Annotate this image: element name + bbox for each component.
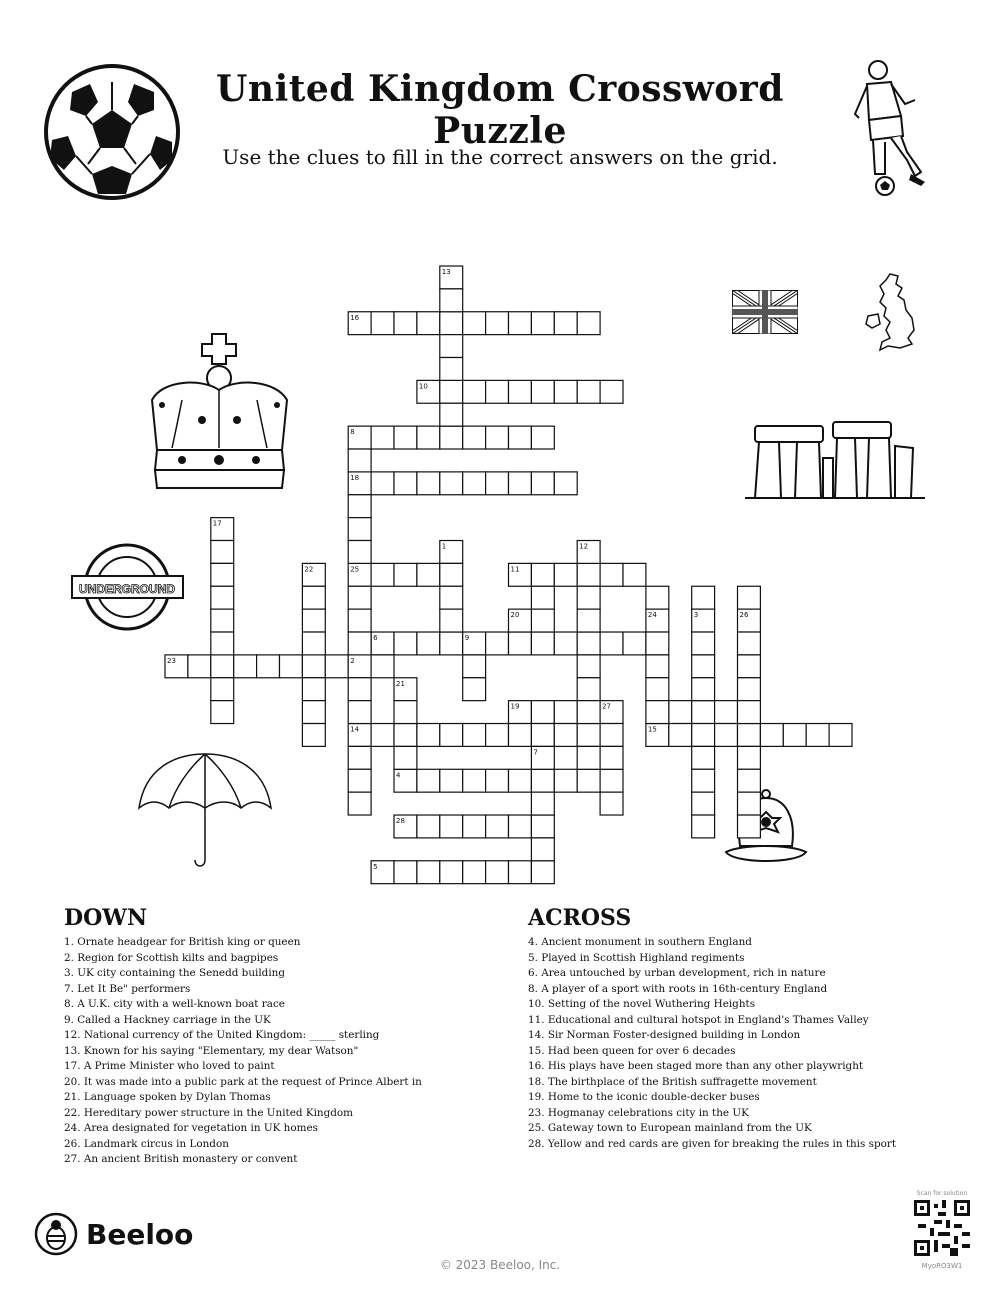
grid-cell[interactable] [348,724,371,747]
grid-cell[interactable] [509,472,532,495]
grid-cell[interactable] [463,632,486,655]
across-heading: ACROSS [528,905,632,931]
grid-cell[interactable] [623,632,646,655]
grid-cell[interactable] [211,632,234,655]
grid-cell[interactable] [600,632,623,655]
grid-cell[interactable] [417,724,440,747]
grid-cell[interactable] [234,655,257,678]
grid-clue-number: 14 [350,725,360,734]
grid-cell[interactable] [302,586,325,609]
grid-cell[interactable] [509,380,532,403]
grid-cell[interactable] [692,655,715,678]
page-subtitle: Use the clues to fill in the correct answers on the grid. [222,145,778,169]
grid-cell[interactable] [394,632,417,655]
grid-clue-number: 24 [647,611,657,620]
grid-cell[interactable] [486,769,509,792]
crown-icon [142,330,297,495]
beeloo-logo[interactable] [34,1212,193,1256]
grid-clue-number: 10 [418,382,428,391]
grid-cell[interactable] [486,426,509,449]
grid-cell[interactable] [440,586,463,609]
grid-cell[interactable] [371,724,394,747]
soccer-ball-icon [42,62,182,202]
umbrella-icon [135,748,275,873]
grid-cell[interactable] [371,312,394,335]
grid-clue-number: 19 [510,702,520,711]
grid-cell[interactable] [486,380,509,403]
grid-cell[interactable] [509,701,532,724]
grid-cell[interactable] [554,701,577,724]
grid-cell[interactable] [440,861,463,884]
grid-cell[interactable] [280,655,303,678]
grid-cell[interactable] [440,380,463,403]
down-clue: 21. Language spoken by Dylan Thomas [64,1091,271,1103]
grid-cell[interactable] [692,632,715,655]
grid-cell[interactable] [417,380,440,403]
across-clue: 19. Home to the iconic double-decker buses [528,1091,760,1103]
grid-cell[interactable] [348,449,371,472]
grid-cell[interactable] [646,724,669,747]
grid-cell[interactable] [348,472,371,495]
grid-cell[interactable] [600,746,623,769]
grid-cell[interactable] [348,586,371,609]
grid-clue-number: 27 [602,702,612,711]
down-clue: 2. Region for Scottish kilts and bagpipes [64,951,279,964]
grid-cell[interactable] [486,724,509,747]
grid-cell[interactable] [646,609,669,632]
across-clue: 25. Gateway town to European mainland from the UK [528,1122,812,1134]
grid-cell[interactable] [417,563,440,586]
grid-cell[interactable] [509,724,532,747]
grid-cell[interactable] [394,678,417,701]
uk-map-icon [860,270,920,355]
grid-cell[interactable] [738,815,761,838]
grid-cell[interactable] [531,586,554,609]
grid-cell[interactable] [440,312,463,335]
grid-cell[interactable] [531,861,554,884]
grid-cell[interactable] [211,701,234,724]
down-heading: DOWN [64,905,148,931]
grid-cell[interactable] [211,563,234,586]
grid-cell[interactable] [600,380,623,403]
grid-cell[interactable] [760,724,783,747]
across-clue: 5. Played in Scottish Highland regiments [528,951,745,964]
grid-cell[interactable] [509,312,532,335]
grid-cell[interactable] [623,563,646,586]
grid-cell[interactable] [692,746,715,769]
grid-cell[interactable] [531,815,554,838]
grid-cell[interactable] [440,335,463,358]
grid-cell[interactable] [577,701,600,724]
grid-cell[interactable] [440,358,463,381]
grid-cell[interactable] [463,724,486,747]
grid-cell[interactable] [738,655,761,678]
grid-cell[interactable] [531,609,554,632]
grid-cell[interactable] [440,609,463,632]
grid-clue-number: 22 [304,565,314,574]
grid-cell[interactable] [440,563,463,586]
grid-cell[interactable] [531,426,554,449]
grid-cell[interactable] [738,701,761,724]
grid-cell[interactable] [440,724,463,747]
across-clue: 10. Setting of the novel Wuthering Heights [528,998,756,1010]
grid-cell[interactable] [371,563,394,586]
grid-cell[interactable] [165,655,188,678]
grid-cell[interactable] [440,472,463,495]
grid-cell[interactable] [417,426,440,449]
grid-cell[interactable] [509,632,532,655]
grid-cell[interactable] [440,266,463,289]
grid-cell[interactable] [531,746,554,769]
grid-cell[interactable] [531,312,554,335]
grid-cell[interactable] [646,655,669,678]
grid-clue-number: 1 [441,542,447,551]
underground-label: UNDERGROUND [79,582,175,596]
grid-cell[interactable] [600,792,623,815]
grid-cell[interactable] [577,769,600,792]
grid-cell[interactable] [463,678,486,701]
grid-cell[interactable] [463,769,486,792]
grid-cell[interactable] [577,678,600,701]
grid-cell[interactable] [577,586,600,609]
copyright-text: © 2023 Beeloo, Inc. [439,1258,561,1272]
grid-cell[interactable] [554,769,577,792]
grid-cell[interactable] [738,746,761,769]
grid-cell[interactable] [531,792,554,815]
grid-cell[interactable] [509,861,532,884]
grid-cell[interactable] [577,724,600,747]
grid-cell[interactable] [440,426,463,449]
down-clue: 22. Hereditary power structure in the United Kingdom [64,1106,354,1119]
grid-cell[interactable] [348,701,371,724]
grid-cell[interactable] [600,724,623,747]
grid-cell[interactable] [371,861,394,884]
union-jack-flag-icon [732,290,798,334]
page-title: United Kingdom Crossword Puzzle [216,68,784,152]
grid-cell[interactable] [348,769,371,792]
grid-cell[interactable] [577,380,600,403]
down-clue: 8. A U.K. city with a well-known boat race [64,998,285,1010]
down-clue: 12. National currency of the United Kingdom: _____ sterling [64,1029,380,1041]
grid-cell[interactable] [829,724,852,747]
grid-cell[interactable] [738,769,761,792]
grid-cell[interactable] [577,632,600,655]
grid-clue-number: 11 [510,565,520,574]
grid-clue-number: 15 [647,725,657,734]
grid-cell[interactable] [417,769,440,792]
across-clue: 11. Educational and cultural hotspot in England's Thames Valley [528,1013,869,1026]
grid-clue-number: 12 [579,542,589,551]
down-clue: 26. Landmark circus in London [64,1137,229,1150]
down-clue: 20. It was made into a public park at the request of Prince Albert in [64,1075,422,1088]
grid-cell[interactable] [738,678,761,701]
across-clue: 18. The birthplace of the British suffragette movement [528,1075,817,1088]
grid-cell[interactable] [417,632,440,655]
grid-cell[interactable] [463,426,486,449]
down-clue-list [64,935,422,1168]
grid-cell[interactable] [188,655,211,678]
grid-cell[interactable] [440,769,463,792]
down-clue: 13. Known for his saying "Elementary, my dear Watson" [64,1044,359,1057]
grid-cell[interactable] [302,609,325,632]
across-clue: 28. Yellow and red cards are given for breaking the rules in this sport [528,1137,897,1150]
grid-cell[interactable] [302,724,325,747]
brand-name: Beeloo [86,1217,194,1251]
grid-clue-number: 28 [396,817,405,826]
grid-cell[interactable] [486,312,509,335]
grid-clue-number: 20 [510,611,520,620]
grid-cell[interactable] [738,724,761,747]
grid-cell[interactable] [486,815,509,838]
grid-cell[interactable] [394,861,417,884]
grid-clue-number: 21 [396,679,405,688]
grid-cell[interactable] [417,815,440,838]
grid-cell[interactable] [715,701,738,724]
underground-roundel-icon [70,540,185,635]
police-helmet-icon [722,788,810,868]
grid-cell[interactable] [509,815,532,838]
bee-icon [34,1212,78,1256]
grid-cell[interactable] [348,792,371,815]
grid-cell[interactable] [211,541,234,564]
grid-cell[interactable] [806,724,829,747]
grid-cell[interactable] [486,861,509,884]
grid-cell[interactable] [394,701,417,724]
grid-cell[interactable] [394,472,417,495]
grid-cell[interactable] [715,724,738,747]
grid-cell[interactable] [554,563,577,586]
grid-cell[interactable] [738,632,761,655]
grid-cell[interactable] [463,312,486,335]
grid-clue-number: 18 [350,473,360,482]
grid-cell[interactable] [669,701,692,724]
grid-cell[interactable] [440,815,463,838]
grid-cell[interactable] [646,632,669,655]
grid-cell[interactable] [394,724,417,747]
grid-cell[interactable] [509,769,532,792]
grid-cell[interactable] [348,678,371,701]
grid-cell[interactable] [257,655,280,678]
grid-cell[interactable] [302,655,325,678]
grid-clue-number: 4 [396,771,401,780]
down-clue: 17. A Prime Minister who loved to paint [64,1060,275,1072]
grid-cell[interactable] [211,655,234,678]
grid-clue-number: 25 [350,565,360,574]
grid-cell[interactable] [577,563,600,586]
grid-cell[interactable] [348,563,371,586]
grid-cell[interactable] [554,632,577,655]
grid-cell[interactable] [440,289,463,312]
grid-cell[interactable] [211,518,234,541]
grid-cell[interactable] [394,746,417,769]
grid-cell[interactable] [531,380,554,403]
grid-cell[interactable] [417,312,440,335]
grid-cell[interactable] [600,769,623,792]
grid-cell[interactable] [463,380,486,403]
down-clue: 9. Called a Hackney carriage in the UK [64,1013,271,1026]
across-clue: 4. Ancient monument in southern England [528,936,752,948]
grid-cell[interactable] [211,609,234,632]
grid-cell[interactable] [692,586,715,609]
soccer-player-icon [845,56,935,201]
grid-cell[interactable] [302,701,325,724]
grid-cell[interactable] [646,586,669,609]
grid-cell[interactable] [509,609,532,632]
grid-cell[interactable] [531,838,554,861]
grid-cell[interactable] [692,792,715,815]
grid-cell[interactable] [531,769,554,792]
grid-cell[interactable] [463,815,486,838]
grid-cell[interactable] [600,563,623,586]
grid-cell[interactable] [417,861,440,884]
grid-cell[interactable] [738,609,761,632]
grid-cell[interactable] [371,655,394,678]
across-clue: 23. Hogmanay celebrations city in the UK [528,1106,749,1119]
grid-cell[interactable] [348,312,371,335]
grid-cell[interactable] [394,312,417,335]
down-clue: 3. UK city containing the Senedd building [64,967,285,979]
across-clue: 15. Had been queen for over 6 decades [528,1044,736,1057]
down-clue: 27. An ancient British monastery or convent [64,1153,298,1165]
grid-cell[interactable] [577,541,600,564]
grid-cell[interactable] [394,815,417,838]
stonehenge-icon [745,418,925,503]
grid-cell[interactable] [577,655,600,678]
grid-cell[interactable] [669,724,692,747]
grid-cell[interactable] [463,655,486,678]
down-clue: 1. Ornate headgear for British king or queen [64,936,301,948]
grid-cell[interactable] [417,472,440,495]
grid-cell[interactable] [348,632,371,655]
grid-cell[interactable] [646,678,669,701]
grid-cell[interactable] [348,495,371,518]
across-clue: 16. His plays have been staged more than any other playwright [528,1060,864,1072]
grid-clue-number: 23 [167,656,176,665]
down-clue: 7. Let It Be" performers [64,982,191,995]
grid-clue-number: 9 [464,634,470,643]
grid-cell[interactable] [554,380,577,403]
grid-cell[interactable] [348,655,371,678]
grid-cell[interactable] [440,403,463,426]
grid-cell[interactable] [486,632,509,655]
grid-cell[interactable] [371,632,394,655]
grid-cell[interactable] [577,312,600,335]
grid-cell[interactable] [509,426,532,449]
grid-cell[interactable] [211,586,234,609]
grid-cell[interactable] [394,563,417,586]
down-clue: 24. Area designated for vegetation in UK homes [64,1122,318,1134]
across-clue-list [528,935,896,1152]
grid-cell[interactable] [554,472,577,495]
grid-cell[interactable] [577,746,600,769]
grid-cell[interactable] [440,632,463,655]
grid-clue-number: 6 [373,634,378,643]
grid-cell[interactable] [440,541,463,564]
grid-clue-number: 7 [533,748,538,757]
grid-cell[interactable] [302,678,325,701]
grid-cell[interactable] [348,518,371,541]
grid-cell[interactable] [486,472,509,495]
grid-cell[interactable] [211,678,234,701]
grid-clue-number: 5 [373,862,378,871]
grid-clue-number: 17 [212,519,222,528]
grid-cell[interactable] [577,609,600,632]
grid-cell[interactable] [325,655,348,678]
grid-cell[interactable] [646,701,669,724]
grid-cell[interactable] [394,426,417,449]
qr-code-icon[interactable] [914,1200,970,1256]
grid-cell[interactable] [531,563,554,586]
grid-cell[interactable] [302,632,325,655]
grid-clue-number: 2 [350,656,355,665]
across-clue: 6. Area untouched by urban development, rich in nature [528,967,826,979]
grid-cell[interactable] [554,312,577,335]
grid-cell[interactable] [531,632,554,655]
grid-cell[interactable] [738,792,761,815]
grid-clue-number: 8 [350,428,355,437]
grid-cell[interactable] [692,815,715,838]
grid-clue-number: 26 [739,611,749,620]
grid-cell[interactable] [692,609,715,632]
grid-cell[interactable] [371,426,394,449]
grid-cell[interactable] [692,701,715,724]
grid-cell[interactable] [463,861,486,884]
across-clue: 14. Sir Norman Foster-designed building in London [528,1029,801,1041]
grid-clue-number: 16 [350,313,360,322]
grid-cell[interactable] [348,426,371,449]
qr-caption: Scan for solution [916,1190,968,1197]
grid-cell[interactable] [692,724,715,747]
grid-cell[interactable] [783,724,806,747]
grid-cell[interactable] [531,701,554,724]
grid-clue-number: 13 [441,268,451,276]
grid-cell[interactable] [348,746,371,769]
grid-cell[interactable] [509,563,532,586]
grid-cell[interactable] [531,472,554,495]
grid-cell[interactable] [531,724,554,747]
grid-cell[interactable] [371,472,394,495]
grid-cell[interactable] [348,609,371,632]
grid-cell[interactable] [600,701,623,724]
grid-cell[interactable] [302,563,325,586]
grid-clue-number: 3 [693,611,699,620]
grid-cell[interactable] [692,769,715,792]
grid-cell[interactable] [554,724,577,747]
across-clue: 8. A player of a sport with roots in 16th-century England [528,982,828,995]
grid-cell[interactable] [463,472,486,495]
grid-cell[interactable] [348,541,371,564]
grid-cell[interactable] [394,769,417,792]
grid-cell[interactable] [738,586,761,609]
grid-cell[interactable] [692,678,715,701]
qr-code-id: MyoRO3W1 [921,1262,963,1270]
